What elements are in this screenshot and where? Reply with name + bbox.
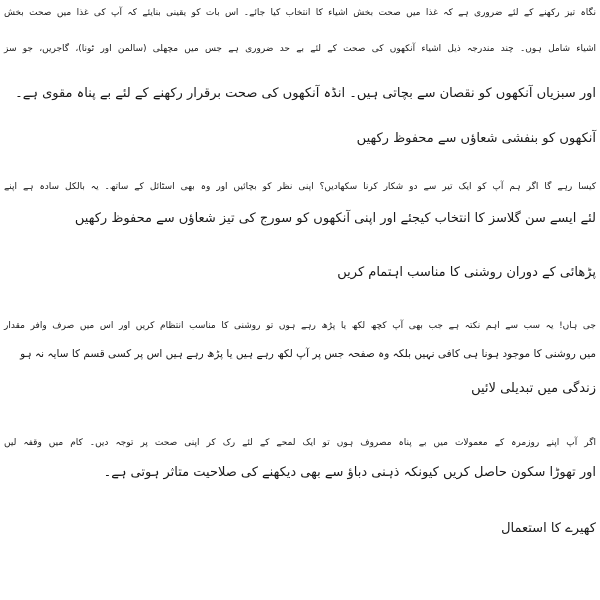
paragraph-eye-diet-line-1: نگاہ تیز رکھنے کے لئے ضروری ہے کہ غذا میں صحت بخش اشیاء کا انتخاب کیا جائے۔ اس بات کو یقینی بنایئے کہ آپ کی غذا میں صحت بخش <box>4 8 596 18</box>
paragraph-lifestyle-line-2: اور تھوڑا سکون حاصل کریں کیونکہ ذہنی دباؤ سے بھی دیکھنے کی صلاحیت متاثر ہوتی ہے۔ <box>103 465 596 480</box>
paragraph-eye-diet-line-2: اشیاء شامل ہوں۔ چند مندرجہ ذیل اشیاء آنکھوں کی صحت کے لئے بے حد ضروری ہے جس میں مچھلی (سالمن اور ٹونا)، گاجریں، جو سز <box>4 44 596 54</box>
paragraph-sunglasses-line-1: کیسا رہے گا اگر ہم آپ کو ایک تیر سے دو شکار کرنا سکھادیں؟ اپنی نظر کو بچائیں اور وہ بھی اسٹائل کے ساتھ۔ یہ بالکل سادہ ہے اپنے <box>4 182 596 192</box>
paragraph-sunglasses-line-2: لئے ایسے سن گلاسز کا انتخاب کیجئے اور اپنی آنکھوں کو سورج کی تیز شعاؤں سے محفوظ رکھیں <box>74 211 596 226</box>
heading-cucumber-use: کھیرے کا استعمال <box>501 521 596 536</box>
paragraph-light-line-2: میں روشنی کا موجود ہونا ہی کافی نہیں بلکہ وہ صفحہ جس پر آپ لکھ رہے ہیں یا پڑھ رہے ہیں اس پر کسی قسم کا سایہ نہ ہو <box>20 348 596 360</box>
heading-uv-protection: آنکھوں کو بنفشی شعاؤں سے محفوظ رکھیں <box>356 131 596 146</box>
heading-lifestyle-change: زندگی میں تبدیلی لائیں <box>471 381 596 396</box>
heading-reading-light: پڑھائی کے دوران روشنی کا مناسب اہتمام کریں <box>337 265 596 280</box>
paragraph-eye-diet-line-3: اور سبزیاں آنکھوں کو نقصان سے بچاتی ہیں۔ انڈہ آنکھوں کی صحت برقرار رکھنے کے لئے بے پناہ مقوی ہے۔ <box>15 86 596 101</box>
paragraph-lifestyle-line-1: اگر آپ اپنے روزمرہ کے معمولات میں بے پناہ مصروف ہوں تو ایک لمحے کے لئے رک کر اپنی صحت پر توجہ دیں۔ کام میں وقفہ لیں <box>4 438 596 448</box>
paragraph-light-line-1: جی ہاں! یہ سب سے اہم نکتہ ہے جب بھی آپ کچھ لکھ یا پڑھ رہے ہوں تو روشنی کا مناسب انتظام کریں اور اس میں صرف وافر مقدار <box>4 321 596 331</box>
